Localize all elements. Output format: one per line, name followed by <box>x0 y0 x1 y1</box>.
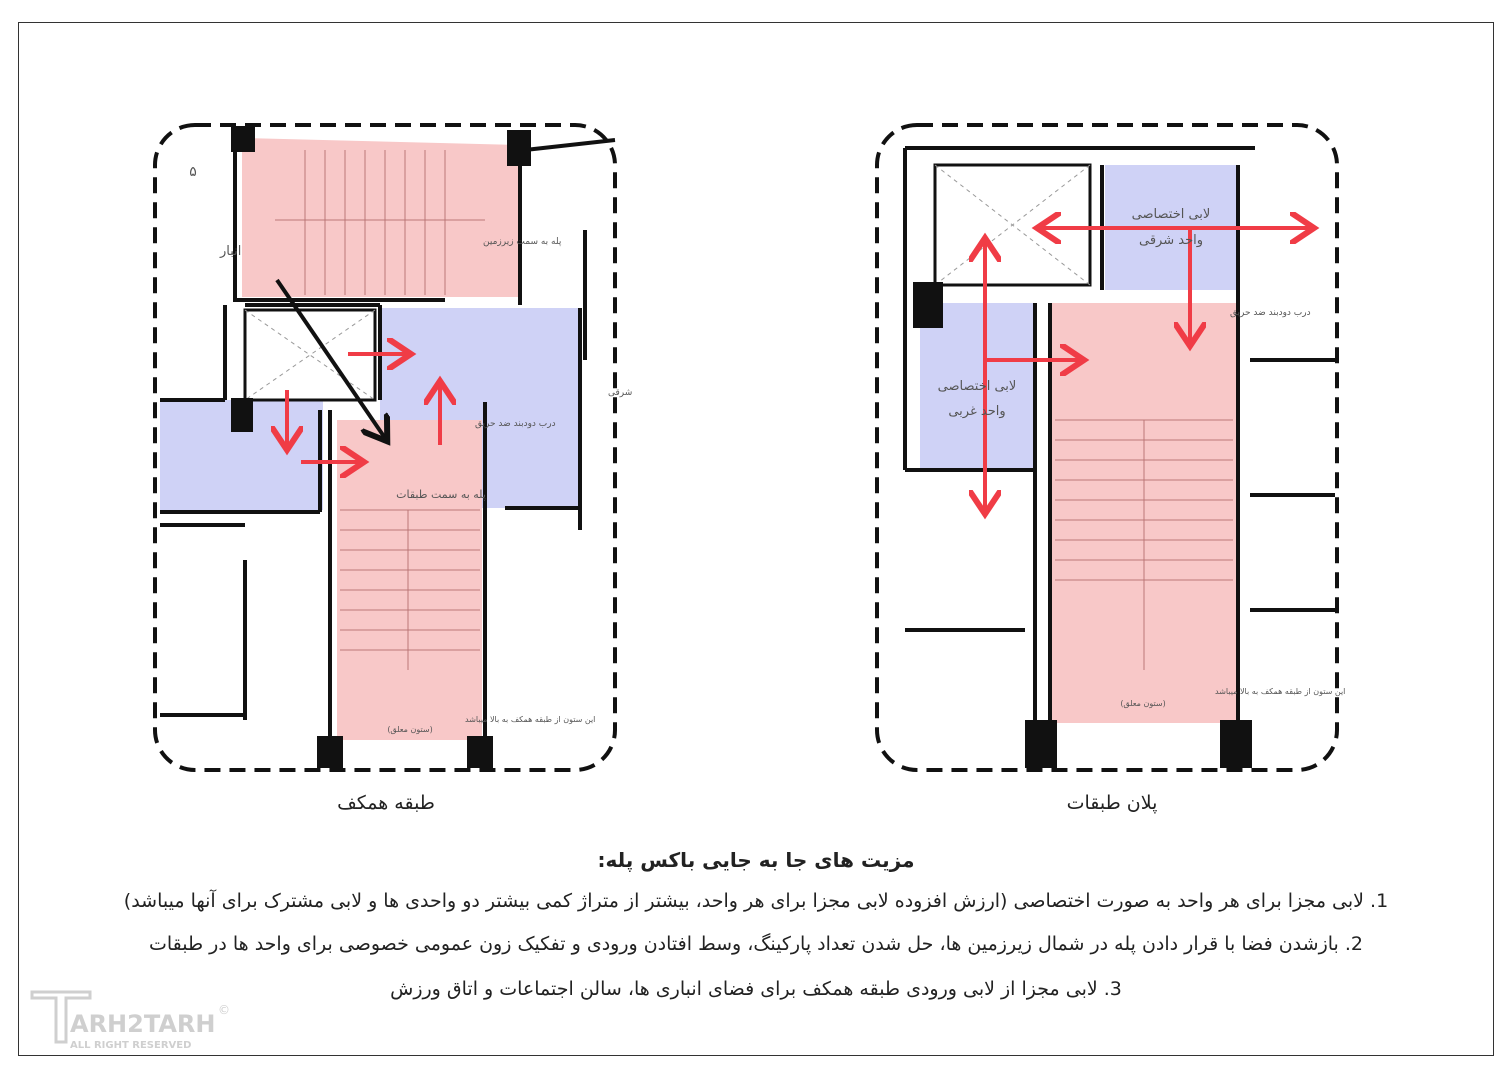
logo-copyright: © <box>218 1003 230 1017</box>
note-item-2: 2. بازشدن فضا با قرار دادن پله در شمال زیرزمین ها، حل شدن تعداد پارکینگ، وسط افتادن ورودی و تفکیک زون عمومی خصوصی برای واحد ها در طبقات <box>148 933 1364 955</box>
typical-floor-plan <box>865 110 1355 790</box>
brand-logo <box>30 982 240 1052</box>
label-east-lobby-1: لابی اختصاصی <box>1131 207 1211 222</box>
notes-title: مزیت های جا به جایی باکس پله: <box>597 848 915 872</box>
basement-stair-zone <box>242 138 520 297</box>
label-fire-door: درب دودبند ضد حریق <box>475 419 556 429</box>
ground-floor-plan <box>145 110 635 790</box>
label-column-note-1: این ستون از طبقه همکف به بالا میباشد <box>1215 687 1346 696</box>
label-column-note-1: این ستون از طبقه همکف به بالا میباشد <box>465 715 596 724</box>
label-storage: انبار <box>220 244 242 259</box>
label-west-lobby-1: لابی اختصاصی <box>937 379 1017 394</box>
label-fire-door: درب دودبند ضد حریق <box>1230 308 1311 318</box>
ground-floor-caption: طبقه همکف <box>337 792 435 814</box>
label-east-lobby-2: واحد شرقی <box>1139 233 1203 248</box>
label-west-lobby-2: واحد غربی <box>948 404 1006 419</box>
typical-floor-caption: پلان طبقات <box>1066 792 1158 814</box>
note-item-3: 3. لابی مجزا از لابی ورودی طبقه همکف برای فضای انباری ها، سالن اجتماعات و اتاق ورزش <box>390 978 1122 1000</box>
label-stair-up: پله به سمت طبقات <box>396 488 486 501</box>
logo-brand: ARH2TARH <box>70 1010 216 1038</box>
label-column-note-2: (ستون معلق) <box>1120 699 1166 708</box>
upper-stair-zone <box>337 420 482 740</box>
label-column-note-2: (ستون معلق) <box>387 725 433 734</box>
label-east-partial: شرقی <box>608 388 633 398</box>
label-number: ۵ <box>189 164 197 180</box>
note-item-1: 1. لابی مجزا برای هر واحد به صورت اختصاصی (ارزش افزوده لابی مجزا برای هر واحد، بیشتر از متراژ کمی بیشتر دو واحدی ها و لابی مشترک برای آنها میباشد) <box>123 890 1389 912</box>
label-stair-down: پله به سمت زیرزمین <box>483 237 562 247</box>
logo-tagline: ALL RIGHT RESERVED <box>70 1040 192 1051</box>
